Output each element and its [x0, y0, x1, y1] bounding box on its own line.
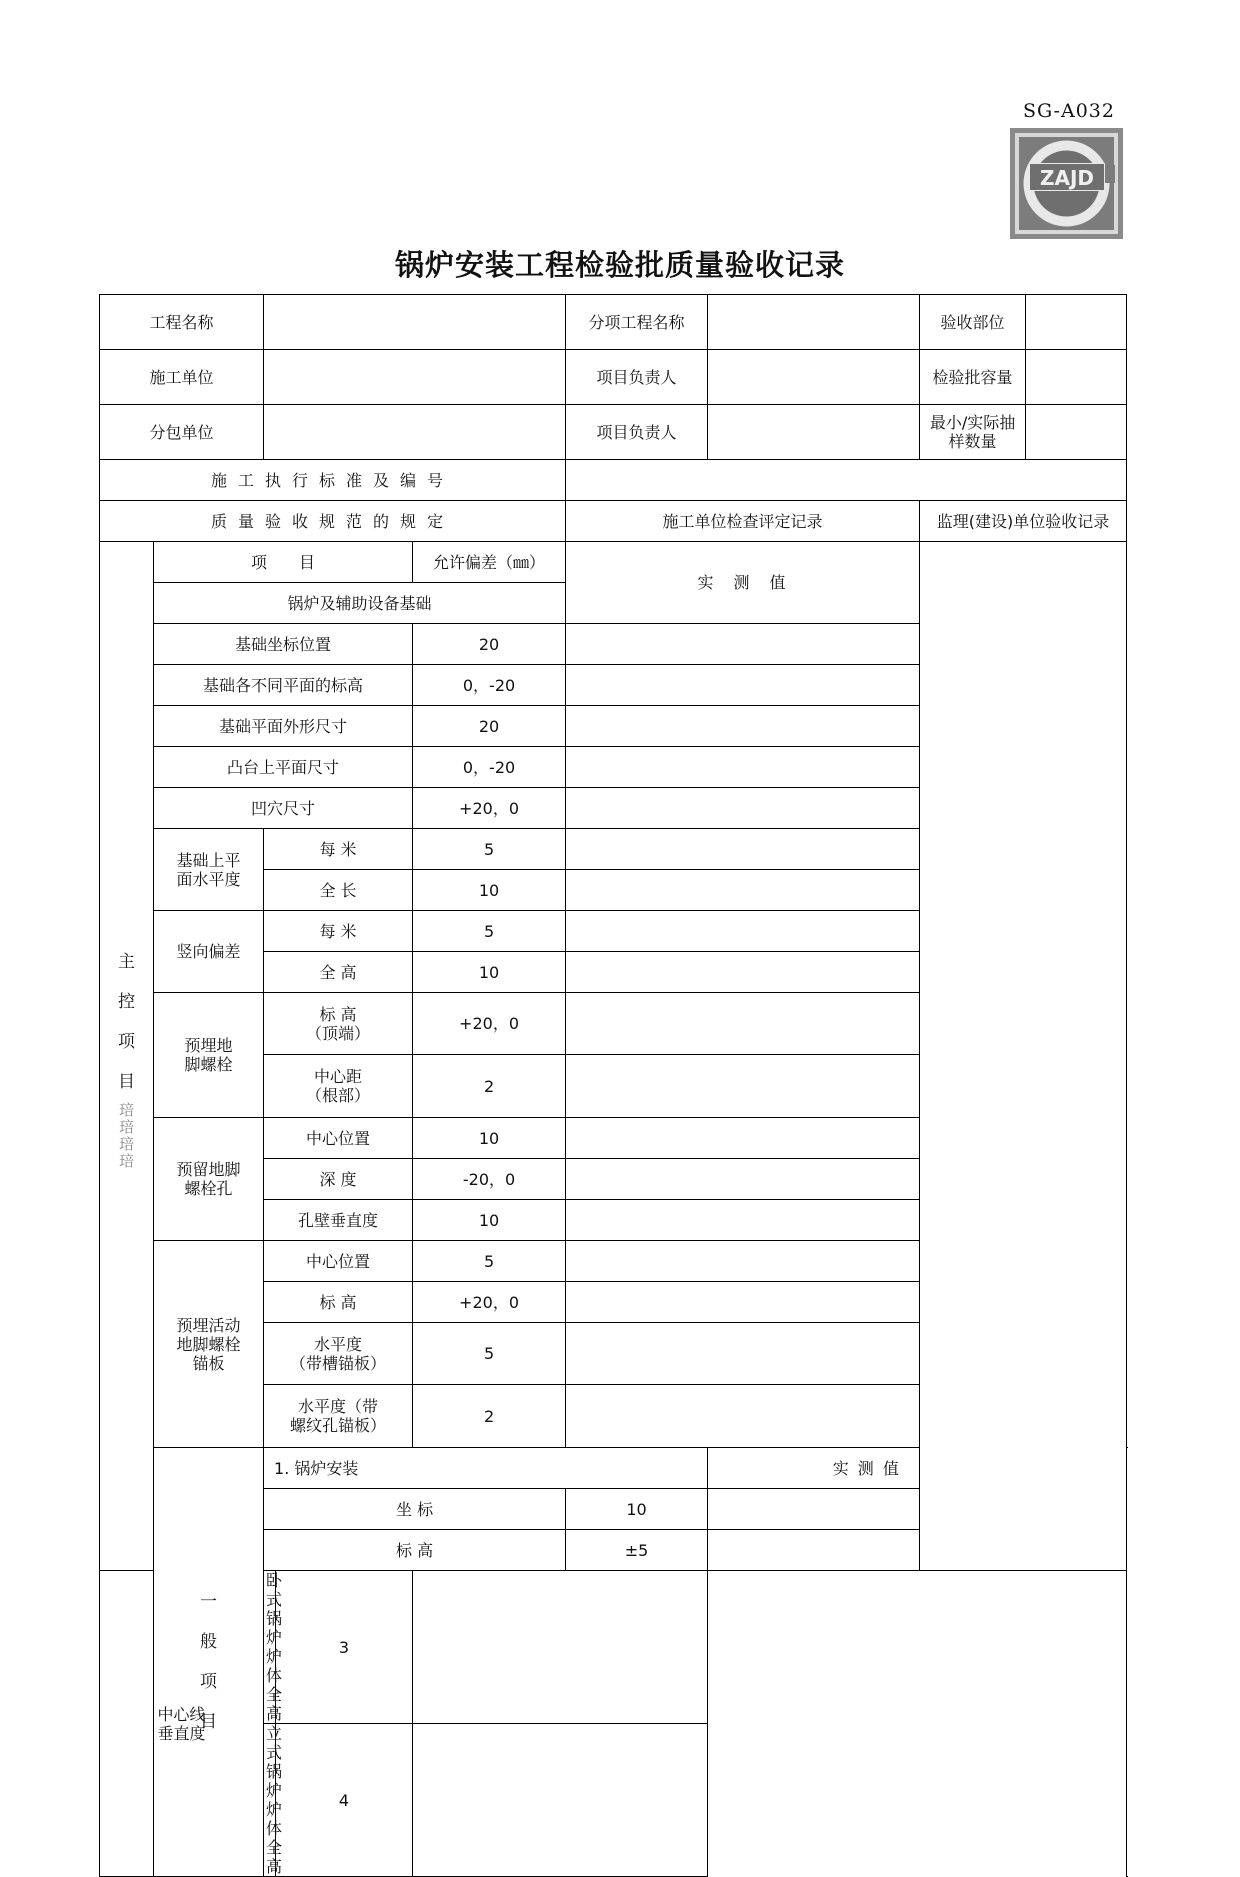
tolerance-header: 允许偏差（㎜） — [413, 542, 566, 583]
sample-qty-field[interactable] — [1026, 405, 1127, 460]
measured-cell[interactable] — [413, 1724, 708, 1877]
measured-cell[interactable] — [566, 829, 920, 870]
measured-cell[interactable] — [566, 747, 920, 788]
measured-cell[interactable] — [566, 1118, 920, 1159]
table-row: 预留地脚 螺栓孔 中心位置 10 — [100, 1118, 1127, 1159]
measured-cell[interactable] — [566, 1385, 920, 1448]
group-label: 基础上平 面水平度 — [154, 829, 264, 911]
measured-cell[interactable] — [566, 788, 920, 829]
project-manager2-field[interactable] — [708, 405, 920, 460]
table-row: 中心距 （根部） 2 — [100, 1055, 1127, 1118]
spec-label: 质量验收规范的规定 — [100, 501, 566, 542]
general-section-row — [100, 1448, 1127, 1489]
table-row: 孔壁垂直度 10 — [100, 1200, 1127, 1241]
project-manager-field[interactable] — [708, 350, 920, 405]
measured-cell[interactable] — [566, 993, 920, 1055]
project-name-field[interactable] — [264, 295, 566, 350]
table-row: 深 度 -20，0 — [100, 1159, 1127, 1200]
measured-cell[interactable] — [566, 1282, 920, 1323]
table-row: 基础上平 面水平度 每 米 5 — [100, 829, 1127, 870]
header-row-1 — [100, 295, 1127, 350]
header-row-2 — [100, 350, 1127, 405]
group-label: 竖向偏差 — [154, 911, 264, 993]
measured-cell[interactable] — [566, 1200, 920, 1241]
table-row: 凸台上平面尺寸 0，-20 — [100, 747, 1127, 788]
table-row: 标 高 ±5 — [100, 1530, 1127, 1571]
standard-field[interactable] — [566, 460, 1127, 501]
measured-cell[interactable] — [566, 1323, 920, 1385]
header-row-3 — [100, 405, 1127, 460]
project-manager-label: 项目负责人 — [566, 350, 708, 405]
measured-cell[interactable] — [708, 1489, 1026, 1530]
group-label: 中心线 垂直度 — [100, 1571, 264, 1877]
spec-row — [100, 501, 1127, 542]
subitem-name-label: 分项工程名称 — [566, 295, 708, 350]
measured-cell[interactable] — [566, 665, 920, 706]
subcontractor-label: 分包单位 — [100, 405, 264, 460]
table-row: 基础各不同平面的标高 0，-20 — [100, 665, 1127, 706]
table-row: 竖向偏差 每 米 5 — [100, 911, 1127, 952]
measured-cell[interactable] — [566, 1055, 920, 1118]
general-items-label: 一 般 项 目 — [154, 1448, 264, 1877]
measured-header: 实 测 值 — [566, 542, 920, 624]
measured-cell[interactable] — [566, 952, 920, 993]
contractor-field[interactable] — [264, 350, 566, 405]
subcontractor-field[interactable] — [264, 405, 566, 460]
svg-text:ZAJD: ZAJD — [1039, 166, 1095, 190]
inspection-form — [99, 294, 1127, 1877]
contractor-label: 施工单位 — [100, 350, 264, 405]
item-header: 项 目 — [154, 542, 413, 583]
main-control-label: 主 控 项 目 琣 琣 琣 琣 — [100, 542, 154, 1571]
batch-capacity-field[interactable] — [1026, 350, 1127, 405]
company-logo — [1009, 127, 1124, 240]
table-row: 凹穴尺寸 +20，0 — [100, 788, 1127, 829]
measured-cell[interactable] — [566, 911, 920, 952]
measured-cell[interactable] — [566, 706, 920, 747]
measured-cell[interactable] — [566, 624, 920, 665]
supervisor-record-header: 监理(建设)单位验收记录 — [920, 501, 1127, 542]
batch-capacity-label: 检验批容量 — [920, 350, 1026, 405]
measured-cell[interactable] — [566, 870, 920, 911]
table-row: 水平度（带 螺纹孔锚板） 2 — [100, 1385, 1127, 1448]
group-label: 预留地脚 螺栓孔 — [154, 1118, 264, 1241]
table-row: 预埋地 脚螺栓 标 高 （顶端） +20，0 — [100, 993, 1127, 1055]
group-label: 预埋地 脚螺栓 — [154, 993, 264, 1118]
table-row: 基础平面外形尺寸 20 — [100, 706, 1127, 747]
standard-row — [100, 460, 1127, 501]
main-supervisor-field[interactable] — [920, 542, 1127, 1571]
measured-cell[interactable] — [566, 1241, 920, 1282]
measured-cell[interactable] — [413, 1571, 708, 1724]
table-row: 水平度 （带槽锚板） 5 — [100, 1323, 1127, 1385]
table-row: 全 高 10 — [100, 952, 1127, 993]
acceptance-part-label: 验收部位 — [920, 295, 1026, 350]
acceptance-part-field[interactable] — [1026, 295, 1127, 350]
table-row: 立式锅炉 炉体全高 4 — [100, 1724, 1127, 1877]
general-section-title: 1. 锅炉安装 — [264, 1448, 708, 1489]
table-row: 坐 标 10 — [100, 1489, 1127, 1530]
main-header-row — [100, 542, 1127, 583]
table-row: 标 高 +20，0 — [100, 1282, 1127, 1323]
sample-qty-label: 最小/实际抽 样数量 — [920, 405, 1026, 460]
table-row: 预埋活动 地脚螺栓 锚板 中心位置 5 — [100, 1241, 1127, 1282]
subitem-name-field[interactable] — [708, 295, 920, 350]
form-title: 锅炉安装工程检验批质量验收记录 — [394, 248, 845, 282]
table-row: 中心线 垂直度 卧式锅炉 炉体全高 3 — [100, 1571, 1127, 1724]
table-row: 全 长 10 — [100, 870, 1127, 911]
contractor-record-header: 施工单位检查评定记录 — [566, 501, 920, 542]
group-header: 锅炉及辅助设备基础 — [154, 583, 566, 624]
group-label: 预埋活动 地脚螺栓 锚板 — [154, 1241, 264, 1448]
project-manager2-label: 项目负责人 — [566, 405, 708, 460]
general-measured-header: 实 测 值 — [708, 1448, 1026, 1489]
project-name-label: 工程名称 — [100, 295, 264, 350]
table-row: 基础坐标位置 20 — [100, 624, 1127, 665]
gray-glyphs: 琣 琣 琣 琣 — [118, 1101, 134, 1170]
standard-label: 施工执行标准及编号 — [100, 460, 566, 501]
measured-cell[interactable] — [708, 1530, 1026, 1571]
document-code: SG-A032 — [1023, 100, 1115, 122]
measured-cell[interactable] — [566, 1159, 920, 1200]
